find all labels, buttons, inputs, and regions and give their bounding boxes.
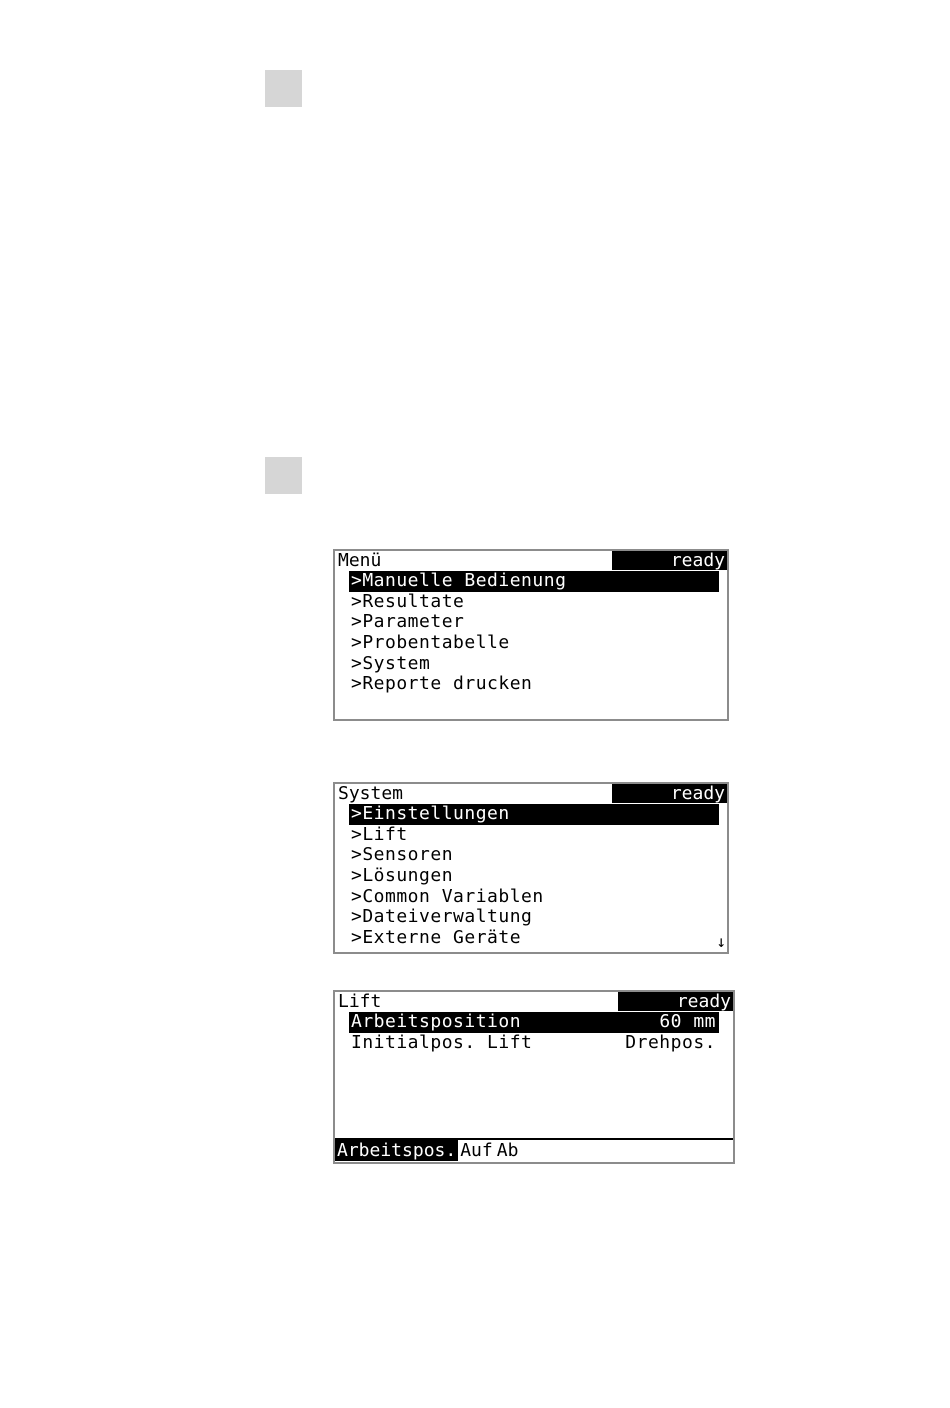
softkey-bar <box>335 1138 733 1162</box>
screen-title: Menü <box>338 550 382 571</box>
softkey-auf[interactable]: Auf <box>460 1140 493 1161</box>
param-value: Drehpos. <box>625 1031 716 1053</box>
param-row-arbeitsposition[interactable] <box>349 1012 719 1033</box>
param-label: Arbeitsposition <box>351 1011 522 1032</box>
lcd-screen-lift <box>333 990 735 1164</box>
menu-item-externe-geraete[interactable]: >Externe Geräte <box>351 927 522 949</box>
menu-item-reporte-drucken[interactable]: >Reporte drucken <box>351 673 533 695</box>
parameter-list <box>335 1012 733 1053</box>
menu-list <box>335 571 727 695</box>
step-marker-1 <box>265 70 302 107</box>
menu-item-system[interactable]: >System <box>351 652 431 674</box>
menu-item-resultate[interactable]: >Resultate <box>351 590 465 612</box>
status-badge: ready <box>612 551 727 570</box>
param-value: 60 mm <box>659 1011 716 1032</box>
system-menu-list <box>335 804 727 949</box>
menu-item-einstellungen[interactable]: >Einstellungen <box>349 804 719 825</box>
arrow-down-icon: ↓ <box>716 932 726 951</box>
step-marker-2 <box>265 457 302 494</box>
lcd-screen-system <box>333 782 729 954</box>
menu-item-common-variablen[interactable]: >Common Variablen <box>351 885 544 907</box>
menu-item-parameter[interactable]: >Parameter <box>351 611 465 633</box>
status-badge: ready <box>612 784 727 803</box>
lcd-header <box>335 992 733 1012</box>
menu-item-lift[interactable]: >Lift <box>351 823 408 845</box>
param-row-initialpos-lift[interactable] <box>349 1033 719 1054</box>
menu-item-probentabelle[interactable]: >Probentabelle <box>351 632 510 654</box>
screen-title: Lift <box>338 991 382 1012</box>
menu-item-dateiverwaltung[interactable]: >Dateiverwaltung <box>351 906 533 928</box>
lcd-header <box>335 551 727 571</box>
softkey-arbeitspos[interactable]: Arbeitspos. <box>337 1140 457 1161</box>
lcd-screen-menu <box>333 549 729 721</box>
lcd-header <box>335 784 727 804</box>
param-label: Initialpos. Lift <box>351 1031 533 1053</box>
status-badge: ready <box>618 992 733 1011</box>
menu-item-manuelle-bedienung[interactable]: >Manuelle Bedienung <box>349 571 719 592</box>
menu-item-loesungen[interactable]: >Lösungen <box>351 865 454 887</box>
menu-item-sensoren[interactable]: >Sensoren <box>351 844 454 866</box>
screen-title: System <box>338 783 404 804</box>
softkey-ab[interactable]: Ab <box>496 1140 519 1161</box>
